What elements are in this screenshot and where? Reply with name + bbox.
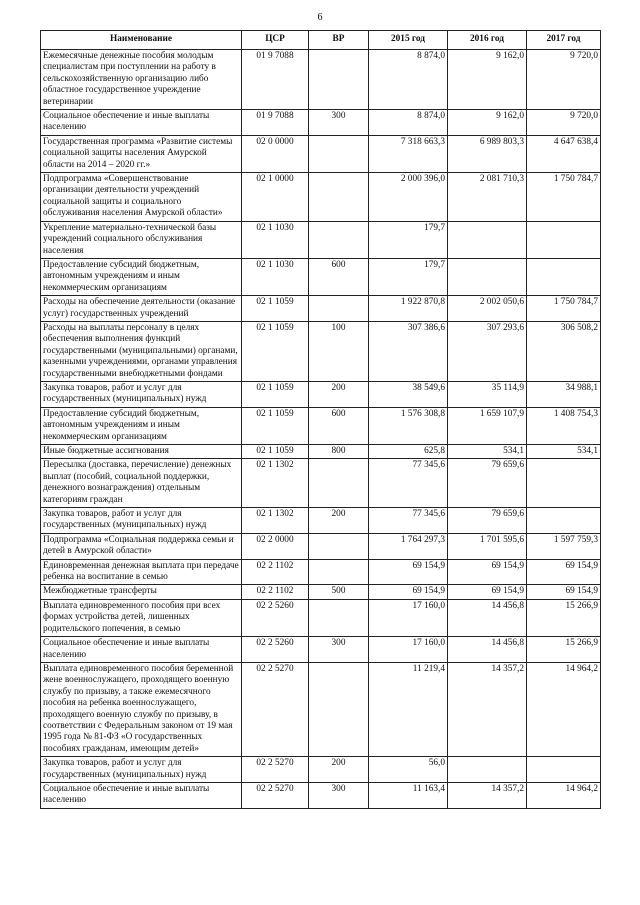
cell-vr: 300	[309, 782, 369, 808]
cell-vr: 500	[309, 585, 369, 599]
cell-name: Иные бюджетные ассигнования	[41, 445, 242, 459]
cell-vr: 300	[309, 637, 369, 663]
cell-name: Социальное обеспечение и иные выплаты населению	[41, 637, 242, 663]
table-body	[41, 50, 601, 809]
cell-vr: 100	[309, 321, 369, 381]
cell-2015: 11 219,4	[369, 662, 448, 756]
cell-2015: 1 576 308,8	[369, 407, 448, 444]
cell-2015: 2 000 396,0	[369, 173, 448, 222]
cell-csr: 02 2 5270	[242, 662, 309, 756]
cell-2017: 14 964,2	[527, 782, 601, 808]
cell-csr: 02 2 5270	[242, 782, 309, 808]
header-2016: 2016 год	[448, 31, 527, 50]
cell-2017	[527, 508, 601, 534]
cell-name: Закупка товаров, работ и услуг для государственных (муниципальных) нужд	[41, 381, 242, 407]
cell-vr	[309, 135, 369, 172]
cell-2015: 8 874,0	[369, 50, 448, 110]
cell-name: Выплата единовременного пособия при всех формах устройства детей, лишенных родительского попечения, в семью	[41, 599, 242, 636]
cell-name: Расходы на обеспечение деятельности (оказание услуг) государственных учреждений	[41, 296, 242, 322]
table-row	[41, 459, 601, 508]
cell-2016: 14 357,2	[448, 782, 527, 808]
cell-csr: 02 1 1030	[242, 221, 309, 258]
cell-2017	[527, 459, 601, 508]
table-row	[41, 381, 601, 407]
cell-2015: 11 163,4	[369, 782, 448, 808]
cell-csr: 02 1 1302	[242, 459, 309, 508]
cell-2016	[448, 258, 527, 295]
cell-vr: 200	[309, 381, 369, 407]
table-row	[41, 50, 601, 110]
cell-2017: 9 720,0	[527, 50, 601, 110]
cell-vr: 300	[309, 110, 369, 136]
cell-2015: 69 154,9	[369, 585, 448, 599]
cell-2015: 179,7	[369, 221, 448, 258]
cell-vr	[309, 296, 369, 322]
cell-2015: 69 154,9	[369, 559, 448, 585]
cell-2015: 7 318 663,3	[369, 135, 448, 172]
cell-2015: 77 345,6	[369, 508, 448, 534]
cell-vr	[309, 173, 369, 222]
cell-csr: 02 2 0000	[242, 533, 309, 559]
cell-2016: 14 357,2	[448, 662, 527, 756]
header-csr: ЦСР	[242, 31, 309, 50]
cell-2016: 307 293,6	[448, 321, 527, 381]
table-row	[41, 445, 601, 459]
cell-name: Закупка товаров, работ и услуг для государственных (муниципальных) нужд	[41, 757, 242, 783]
cell-2016: 534,1	[448, 445, 527, 459]
cell-2017: 4 647 638,4	[527, 135, 601, 172]
cell-csr: 01 9 7088	[242, 110, 309, 136]
cell-2016: 9 162,0	[448, 110, 527, 136]
cell-2016: 9 162,0	[448, 50, 527, 110]
cell-2015: 307 386,6	[369, 321, 448, 381]
cell-vr: 200	[309, 757, 369, 783]
table-row	[41, 599, 601, 636]
table-row	[41, 585, 601, 599]
cell-2017	[527, 258, 601, 295]
cell-csr: 02 1 1059	[242, 445, 309, 459]
cell-name: Подпрограмма «Социальная поддержка семьи и детей в Амурской области»	[41, 533, 242, 559]
table-row	[41, 508, 601, 534]
cell-2016: 1 701 595,6	[448, 533, 527, 559]
cell-2015: 625,8	[369, 445, 448, 459]
table-row	[41, 407, 601, 444]
table-row	[41, 258, 601, 295]
table-row	[41, 662, 601, 756]
cell-name: Социальное обеспечение и иные выплаты населению	[41, 782, 242, 808]
cell-2015: 38 549,6	[369, 381, 448, 407]
cell-csr: 02 1 1059	[242, 381, 309, 407]
budget-table	[40, 30, 601, 809]
cell-vr	[309, 559, 369, 585]
cell-2017: 1 750 784,7	[527, 296, 601, 322]
cell-2015: 17 160,0	[369, 599, 448, 636]
table-row	[41, 533, 601, 559]
table-row	[41, 173, 601, 222]
header-2017: 2017 год	[527, 31, 601, 50]
table-row	[41, 321, 601, 381]
cell-name: Социальное обеспечение и иные выплаты населению	[41, 110, 242, 136]
cell-vr	[309, 221, 369, 258]
cell-2017: 34 988,1	[527, 381, 601, 407]
cell-2016: 2 002 050,6	[448, 296, 527, 322]
cell-2017: 15 266,9	[527, 599, 601, 636]
cell-2015: 56,0	[369, 757, 448, 783]
cell-csr: 02 0 0000	[242, 135, 309, 172]
cell-name: Подпрограмма «Совершенствование организации деятельности учреждений социальной защиты и социального обслуживания населения Амурской области»	[41, 173, 242, 222]
table-row	[41, 782, 601, 808]
cell-2015: 1 764 297,3	[369, 533, 448, 559]
cell-2015: 179,7	[369, 258, 448, 295]
cell-2017	[527, 757, 601, 783]
cell-2016: 1 659 107,9	[448, 407, 527, 444]
cell-2016: 69 154,9	[448, 585, 527, 599]
cell-2017: 1 597 759,3	[527, 533, 601, 559]
cell-csr: 02 2 1102	[242, 559, 309, 585]
cell-csr: 02 2 5270	[242, 757, 309, 783]
cell-name: Государственная программа «Развитие системы социальной защиты населения Амурской области на 2014 – 2020 гг.»	[41, 135, 242, 172]
table-row	[41, 221, 601, 258]
cell-vr: 800	[309, 445, 369, 459]
cell-2015: 8 874,0	[369, 110, 448, 136]
cell-2016: 35 114,9	[448, 381, 527, 407]
cell-vr	[309, 533, 369, 559]
table-row	[41, 296, 601, 322]
page-number: 6	[317, 12, 323, 23]
cell-2017: 69 154,9	[527, 585, 601, 599]
cell-name: Единовременная денежная выплата при передаче ребенка на воспитание в семью	[41, 559, 242, 585]
cell-name: Предоставление субсидий бюджетным, автономным учреждениям и иным некоммерческим организациям	[41, 258, 242, 295]
cell-vr	[309, 662, 369, 756]
cell-2016: 79 659,6	[448, 459, 527, 508]
cell-name: Пересылка (доставка, перечисление) денежных выплат (пособий, социальной поддержки, денежного вознаграждения) отдельным категориям граждан	[41, 459, 242, 508]
cell-2017: 15 266,9	[527, 637, 601, 663]
cell-vr: 600	[309, 258, 369, 295]
cell-vr	[309, 599, 369, 636]
cell-2015: 1 922 870,8	[369, 296, 448, 322]
cell-2017: 306 508,2	[527, 321, 601, 381]
cell-name: Выплата единовременного пособия беременной жене военнослужащего, проходящего военную службу по призыву, а также ежемесячного пособия на ребенка военнослужащего, проходящего военную службу по призыву, в соответствии с Федеральным законом от 19 мая 1995 года № 81-ФЗ «О государственных пособиях гражданам, имеющим детей»	[41, 662, 242, 756]
cell-vr: 200	[309, 508, 369, 534]
cell-vr	[309, 50, 369, 110]
cell-2017: 14 964,2	[527, 662, 601, 756]
cell-csr: 02 1 1059	[242, 407, 309, 444]
cell-name: Закупка товаров, работ и услуг для государственных (муниципальных) нужд	[41, 508, 242, 534]
cell-csr: 02 1 0000	[242, 173, 309, 222]
cell-2017	[527, 221, 601, 258]
header-2015: 2015 год	[369, 31, 448, 50]
cell-csr: 02 1 1030	[242, 258, 309, 295]
cell-2017: 1 408 754,3	[527, 407, 601, 444]
cell-name: Ежемесячные денежные пособия молодым специалистам при поступлении на работу в сельскохозяйственную организацию либо областное государственное учреждение ветеринарии	[41, 50, 242, 110]
cell-2016: 2 081 710,3	[448, 173, 527, 222]
cell-2016: 69 154,9	[448, 559, 527, 585]
cell-2016: 14 456,8	[448, 637, 527, 663]
table-header-row	[41, 31, 601, 50]
table-row	[41, 637, 601, 663]
cell-vr: 600	[309, 407, 369, 444]
cell-2016	[448, 757, 527, 783]
table-row	[41, 757, 601, 783]
cell-2015: 77 345,6	[369, 459, 448, 508]
table-row	[41, 135, 601, 172]
cell-2016: 14 456,8	[448, 599, 527, 636]
header-name: Наименование	[41, 31, 242, 50]
cell-name: Предоставление субсидий бюджетным, автономным учреждениям и иным некоммерческим организациям	[41, 407, 242, 444]
cell-2016: 79 659,6	[448, 508, 527, 534]
header-vr: ВР	[309, 31, 369, 50]
cell-csr: 02 2 5260	[242, 599, 309, 636]
cell-2017: 69 154,9	[527, 559, 601, 585]
cell-csr: 02 1 1302	[242, 508, 309, 534]
table-row	[41, 110, 601, 136]
cell-2017: 1 750 784,7	[527, 173, 601, 222]
cell-2016: 6 989 803,3	[448, 135, 527, 172]
cell-2017: 9 720,0	[527, 110, 601, 136]
cell-2017: 534,1	[527, 445, 601, 459]
cell-csr: 02 1 1059	[242, 296, 309, 322]
cell-csr: 02 1 1059	[242, 321, 309, 381]
table-row	[41, 559, 601, 585]
cell-csr: 02 2 5260	[242, 637, 309, 663]
cell-vr	[309, 459, 369, 508]
cell-csr: 02 2 1102	[242, 585, 309, 599]
cell-2016	[448, 221, 527, 258]
cell-csr: 01 9 7088	[242, 50, 309, 110]
cell-name: Межбюджетные трансферты	[41, 585, 242, 599]
cell-name: Укрепление материально-технической базы учреждений социального обслуживания населения	[41, 221, 242, 258]
cell-name: Расходы на выплаты персоналу в целях обеспечения выполнения функций государственными (муниципальными) органами, казенными учреждениями, органами управления государственными внебюджетными фондами	[41, 321, 242, 381]
cell-2015: 17 160,0	[369, 637, 448, 663]
